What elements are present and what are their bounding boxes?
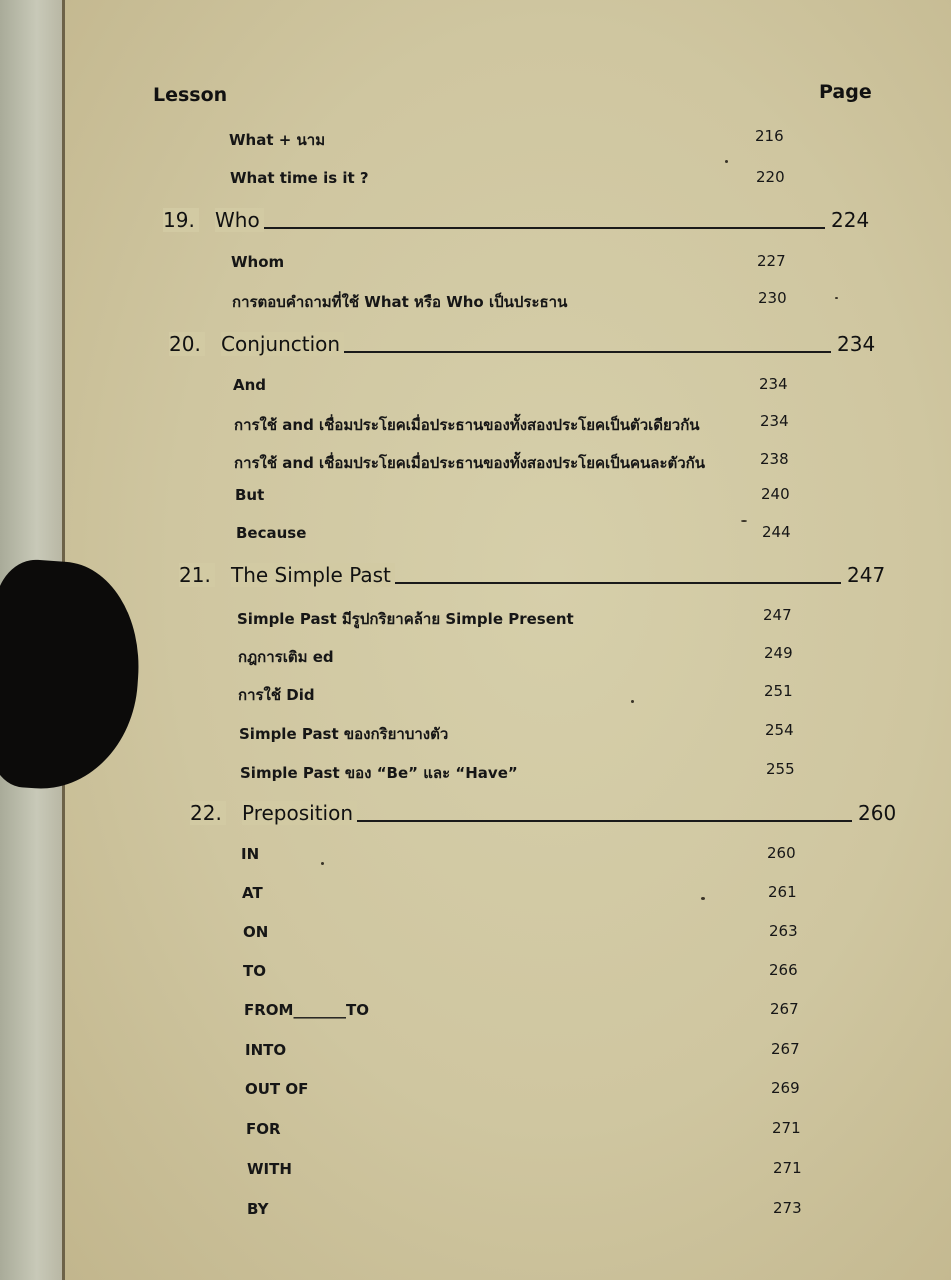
toc-item-page-number: 234 [760, 412, 789, 430]
toc-item-page-number: 263 [769, 922, 798, 940]
lesson-title: The Simple Past [231, 563, 395, 587]
toc-item-page-number: 267 [770, 1000, 799, 1018]
lesson-page-number: 260 [858, 801, 897, 825]
toc-item: And [233, 376, 267, 394]
paper-speck [725, 160, 728, 163]
toc-item: กฎการเติม ed [238, 648, 334, 666]
lesson-row [65, 208, 951, 238]
toc-item-page-number: 273 [773, 1199, 802, 1217]
toc-item: BY [247, 1200, 269, 1218]
toc-item: Simple Past ของกริยาบางตัว [239, 725, 449, 743]
toc-item-page-number: 249 [764, 644, 793, 662]
lesson-title: Conjunction [221, 332, 344, 356]
toc-item-page-number: 266 [769, 961, 798, 979]
toc-item-page-number: 240 [761, 485, 790, 503]
toc-item-page-number: 244 [762, 523, 791, 541]
toc-item: Simple Past มีรูปกริยาคล้าย Simple Present [237, 610, 574, 628]
toc-item: IN [241, 845, 260, 863]
lesson-column-header: Lesson [153, 84, 228, 106]
toc-item-page-number: 216 [755, 127, 784, 145]
paper-speck [631, 700, 634, 703]
toc-item: TO [243, 962, 266, 980]
toc-item-page-number: 251 [764, 682, 793, 700]
lesson-page-number: 247 [847, 563, 886, 587]
toc-item-page-number: 271 [773, 1159, 802, 1177]
toc-item: What + นาม [229, 131, 326, 149]
paper-speck [321, 862, 324, 865]
toc-item: Because [236, 524, 307, 542]
paper-speck [835, 297, 838, 299]
toc-item: ON [243, 923, 269, 941]
toc-item: What time is it ? [230, 169, 369, 187]
toc-item-page-number: 260 [767, 844, 796, 862]
toc-item-page-number: 234 [759, 375, 788, 393]
toc-item: การใช้ and เชื่อมประโยคเมื่อประธานของทั้งสองประโยคเป็นคนละตัวกัน [234, 454, 705, 472]
toc-item-page-number: 238 [760, 450, 789, 468]
toc-item-page-number: 255 [766, 760, 795, 778]
lesson-title: Who [215, 208, 264, 232]
book-page [62, 0, 951, 1280]
lesson-page-number: 234 [837, 332, 876, 356]
toc-item: Whom [231, 253, 285, 271]
paper-speck [741, 520, 747, 522]
toc-item-page-number: 220 [756, 168, 785, 186]
toc-item: FROM_______TO [244, 1001, 369, 1019]
toc-item: AT [242, 884, 263, 902]
toc-item: การใช้ and เชื่อมประโยคเมื่อประธานของทั้งสองประโยคเป็นตัวเดียวกัน [234, 416, 700, 434]
lesson-number: 21. [179, 563, 215, 587]
lesson-row [65, 332, 951, 362]
toc-item-page-number: 230 [758, 289, 787, 307]
lesson-title: Preposition [242, 801, 357, 825]
toc-item: FOR [246, 1120, 281, 1138]
lesson-row [65, 801, 951, 831]
leader-rule [215, 227, 825, 229]
toc-item: WITH [247, 1160, 292, 1178]
toc-item-page-number: 269 [771, 1079, 800, 1097]
toc-item-page-number: 254 [765, 721, 794, 739]
lesson-row [65, 563, 951, 593]
page-column-header: Page [819, 81, 872, 103]
toc-item-page-number: 261 [768, 883, 797, 901]
toc-item-page-number: 227 [757, 252, 786, 270]
lesson-number: 22. [190, 801, 226, 825]
lesson-page-number: 224 [831, 208, 870, 232]
toc-item-page-number: 267 [771, 1040, 800, 1058]
toc-item-page-number: 271 [772, 1119, 801, 1137]
toc-item-page-number: 247 [763, 606, 792, 624]
lesson-number: 20. [169, 332, 205, 356]
lesson-number: 19. [163, 208, 199, 232]
toc-item: INTO [245, 1041, 287, 1059]
paper-speck [701, 897, 705, 900]
toc-item: Simple Past ของ “Be” และ “Have” [240, 764, 518, 782]
toc-item: การตอบคำถามที่ใช้ What หรือ Who เป็นประธาน [232, 293, 568, 311]
toc-item: But [235, 486, 265, 504]
toc-item: OUT OF [245, 1080, 309, 1098]
toc-item: การใช้ Did [238, 686, 315, 704]
